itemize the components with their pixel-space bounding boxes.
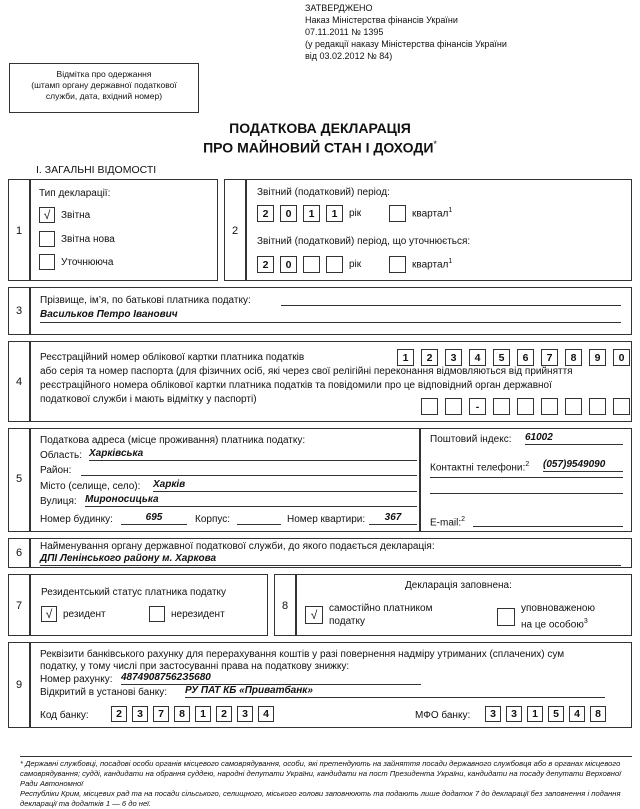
approval-line: від 03.02.2012 № 84) [305, 51, 393, 61]
stamp-line: (штамп органу державної податкової [31, 80, 177, 90]
underline [430, 493, 623, 494]
option-clarifying[interactable] [39, 254, 113, 270]
tax-id-digit[interactable]: 9 [589, 349, 606, 366]
bank-details-label: Реквізити банківського рахунку для перерахування коштів у разі повернення надміру утриманих (сплачених) сум [40, 649, 565, 660]
approval-line: 07.11.2011 № 1395 [305, 27, 384, 37]
taxpayer-id-cell [30, 341, 632, 422]
footnote-ref: 2 [461, 516, 466, 523]
bank-code-digit[interactable]: 3 [132, 706, 148, 722]
bank-code-digit[interactable]: 2 [111, 706, 127, 722]
row-1-number-cell [8, 179, 30, 281]
year-digit[interactable]: 0 [280, 205, 297, 222]
option-reporting[interactable] [39, 207, 90, 223]
quarter-label [412, 258, 452, 270]
filled-by-label: Декларація заповнена: [405, 580, 512, 591]
postal-field[interactable]: 61002 [525, 432, 623, 445]
option-label: Звітна [61, 209, 91, 221]
street-field[interactable]: Мироносицька [85, 494, 417, 507]
tax-id-digit[interactable]: 4 [469, 349, 486, 366]
tax-office-label: Найменування органу державної податкової служби, до якого подається декларація: [40, 541, 435, 552]
bank-code-digit[interactable]: 4 [258, 706, 274, 722]
section-title: І. ЗАГАЛЬНІ ВІДОМОСТІ [36, 164, 157, 176]
row-number: 8 [282, 600, 289, 612]
checkbox-reporting[interactable]: √ [39, 207, 55, 223]
year-digit[interactable]: 2 [257, 256, 274, 273]
title-line-text: ПРО МАЙНОВИЙ СТАН І ДОХОДИ [203, 139, 434, 156]
clarified-period-label: Звітний (податковий) період, що уточнюється: [257, 236, 471, 247]
passport-digit[interactable] [589, 398, 606, 415]
tax-id-label-line: реєстраційного номера облікової картки платника податків та повідомили про це відповідний орган державної [40, 380, 552, 391]
mfo-digit[interactable]: 8 [590, 706, 606, 722]
mfo-digit[interactable]: 4 [569, 706, 585, 722]
tax-id-label: Реєстраційний номер облікової картки платника податків [40, 352, 305, 363]
checkbox-new-reporting[interactable] [39, 231, 55, 247]
phone-field[interactable]: (057)9549090 [543, 459, 623, 472]
apartment-field[interactable]: 367 [369, 512, 417, 525]
row-7-number-cell [8, 574, 30, 636]
passport-digit[interactable] [517, 398, 534, 415]
option-label: резидент [63, 608, 106, 620]
bank-code-digit[interactable]: 7 [153, 706, 169, 722]
footnote-ref: 1 [448, 207, 453, 215]
checkbox-authorized[interactable] [497, 608, 515, 626]
passport-digit[interactable] [445, 398, 462, 415]
account-label: Номер рахунку: [40, 674, 113, 685]
footnote-ref: 2 [525, 461, 530, 468]
passport-dash: - [469, 398, 486, 415]
taxpayer-name-field[interactable]: Васильков Петро Іванович [40, 309, 621, 323]
region-label: Область: [40, 450, 83, 461]
passport-digit[interactable] [541, 398, 558, 415]
row-number: 6 [16, 547, 23, 559]
district-field[interactable] [81, 463, 417, 476]
year-digit[interactable]: 1 [326, 205, 343, 222]
quarter-box[interactable] [389, 256, 406, 273]
option-label-line: на це особою [521, 619, 584, 631]
year-digit[interactable]: 2 [257, 205, 274, 222]
year2-field[interactable] [257, 256, 361, 273]
row-6-number-cell [8, 538, 30, 568]
bank-code-digit[interactable]: 1 [195, 706, 211, 722]
option-resident[interactable] [41, 606, 106, 622]
quarter-label [412, 207, 452, 219]
bank-code-digit[interactable]: 8 [174, 706, 190, 722]
option-authorized[interactable] [497, 602, 595, 631]
title-line [0, 136, 640, 156]
quarter-box[interactable] [389, 205, 406, 222]
option-self[interactable] [305, 602, 432, 628]
year-digit[interactable] [326, 256, 343, 273]
bank-code-digit[interactable]: 2 [216, 706, 232, 722]
declaration-type-label: Тип декларації: [39, 188, 111, 199]
year-word: рік [349, 208, 362, 219]
underline [430, 477, 623, 478]
approval-block [305, 2, 507, 62]
passport-digit[interactable] [613, 398, 630, 415]
filled-by-cell [296, 574, 632, 636]
tax-id-digit[interactable]: 5 [493, 349, 510, 366]
quarter-text: квартал [412, 259, 449, 271]
district-label: Район: [40, 465, 72, 476]
tax-id-digit[interactable]: 8 [565, 349, 582, 366]
year-digit[interactable] [303, 256, 320, 273]
reporting-period-cell [246, 179, 632, 281]
checkbox-nonresident[interactable] [149, 606, 165, 622]
stamp-line: служби, дата, вхідний номер) [45, 91, 163, 101]
bank-details-label-line: податку, у тому числі при застосуванні права на податкову знижку: [40, 661, 350, 672]
footnote [20, 759, 632, 809]
quarter-field[interactable] [389, 205, 452, 222]
checkbox-resident[interactable]: √ [41, 606, 57, 622]
option-label [329, 602, 432, 628]
tax-id-digit[interactable]: 3 [445, 349, 462, 366]
bank-label: Відкритий в установі банку: [40, 687, 168, 698]
tax-id-digit[interactable]: 1 [397, 349, 414, 366]
bank-details-cell [30, 642, 632, 728]
footnote-line: Республіки Крим, місцевих рад та на посади сільського, селищного, міського голови заповнюють та подають лише додаток 7 до декларації без заповнення і подання [20, 789, 621, 798]
year-field[interactable] [257, 205, 361, 222]
region-field[interactable]: Харківська [89, 448, 417, 461]
row-number: 1 [16, 225, 23, 237]
row-4-number-cell [8, 341, 30, 422]
quarter-text: квартал [412, 208, 449, 220]
email-label-text: E-mail: [430, 517, 462, 529]
passport-digit[interactable] [565, 398, 582, 415]
approval-line: (у редакції наказу Міністерства фінансів України [305, 39, 507, 49]
address-label: Податкова адреса (місце проживання) платника податку: [40, 435, 306, 446]
reporting-period-label: Звітний (податковий) період: [257, 187, 390, 198]
city-label: Місто (селище, село): [40, 481, 141, 492]
tax-id-label-line: або серія та номер паспорта (для фізичних осіб, які через свої релігійні переконання відмовляються від прийняття [40, 366, 573, 377]
house-label: Номер будинку: [40, 514, 113, 525]
year-digit[interactable]: 1 [303, 205, 320, 222]
tax-id-label-line: податкової служби і мають відмітку у паспорті) [40, 394, 257, 405]
taxpayer-name-label: Прізвище, ім’я, по батькові платника податку: [40, 295, 251, 306]
tax-id-digits[interactable] [397, 349, 630, 366]
passport-digit[interactable] [421, 398, 438, 415]
korpus-label: Корпус: [195, 514, 231, 525]
resident-status-cell [30, 574, 268, 636]
passport-digit[interactable] [493, 398, 510, 415]
tax-office-cell [30, 538, 632, 568]
korpus-field[interactable] [237, 512, 281, 525]
tax-id-digit[interactable]: 0 [613, 349, 630, 366]
footnote-divider [20, 756, 632, 757]
email-label [430, 516, 465, 528]
checkbox-self[interactable]: √ [305, 606, 323, 624]
option-new-reporting[interactable] [39, 231, 115, 247]
footnote-ref: 1 [448, 258, 453, 266]
bank-code-digits[interactable] [111, 706, 279, 722]
city-field[interactable]: Харків [153, 479, 417, 492]
street-label: Вулиця: [40, 496, 77, 507]
option-label-line: уповноваженою [521, 603, 595, 614]
stamp-line: Відмітка про одержання [56, 69, 152, 79]
mfo-digit[interactable]: 3 [485, 706, 501, 722]
taxpayer-name-cell [30, 287, 632, 335]
mfo-digit[interactable]: 5 [548, 706, 564, 722]
bank-field[interactable]: РУ ПАТ КБ «Приватбанк» [185, 685, 605, 698]
tax-id-digit[interactable]: 6 [517, 349, 534, 366]
receipt-stamp-box [9, 63, 199, 113]
email-field[interactable] [473, 514, 623, 527]
row-3-number-cell [8, 287, 30, 335]
quarter2-field[interactable] [389, 256, 452, 273]
passport-digits[interactable] [421, 398, 630, 415]
account-field[interactable]: 48749087562З5680 [121, 672, 421, 685]
contact-cell [420, 428, 632, 532]
approval-line: Наказ Міністерства фінансів України [305, 15, 458, 25]
approval-title: ЗАТВЕРДЖЕНО [305, 3, 373, 13]
mfo-label: МФО банку: [415, 710, 471, 721]
house-field[interactable]: 695 [121, 512, 187, 525]
footnote-ref: 3 [583, 618, 588, 625]
phone-label [430, 461, 529, 473]
mfo-digit[interactable]: 3 [506, 706, 522, 722]
row-9-number-cell [8, 642, 30, 728]
postal-label: Поштовий індекс: [430, 434, 512, 445]
footnote-line: * Державні службовці, посадові особи органів місцевого самоврядування, особи, які претендують на зайняття посади державного службовця або в органах місцевого [20, 759, 621, 768]
footnote-line: самоврядування; судді, кандидати на обрання суддею, народні депутати України, кандидати на пост Президента України, кандидати на посаду депутати Верховної Ради Автономної [20, 769, 621, 788]
option-label: Звітна нова [61, 233, 115, 245]
title-asterisk: * [433, 139, 437, 149]
row-number: 5 [16, 473, 23, 485]
option-label: нерезидент [171, 608, 225, 620]
option-label-line: самостійно платником [329, 603, 433, 614]
option-nonresident[interactable] [149, 606, 225, 622]
title-line: ПОДАТКОВА ДЕКЛАРАЦІЯ [229, 120, 411, 136]
year-word: рік [349, 259, 362, 270]
bank-code-digit[interactable]: 3 [237, 706, 253, 722]
tax-office-field[interactable]: ДПІ Ленінського району м. Харкова [40, 553, 621, 566]
tax-id-digit[interactable]: 7 [541, 349, 558, 366]
row-number: 4 [16, 376, 23, 388]
footnote-line: декларації та додатків 1 — 6 до неї. [20, 799, 151, 808]
apartment-label: Номер квартири: [287, 514, 366, 525]
address-cell [30, 428, 420, 532]
page-title [0, 120, 640, 156]
phone-label-text: Контактні телефони: [430, 462, 526, 474]
option-label [521, 602, 595, 631]
option-label: Уточнююча [61, 256, 114, 268]
row-5-number-cell [8, 428, 30, 532]
year-digit[interactable]: 0 [280, 256, 297, 273]
row-number: 2 [232, 225, 239, 237]
row-number: 3 [16, 305, 23, 317]
row-8-number-cell [274, 574, 296, 636]
declaration-type-cell [30, 179, 218, 281]
resident-status-label: Резидентський статус платника податку [41, 587, 227, 598]
mfo-digits[interactable] [485, 706, 606, 722]
mfo-digit[interactable]: 1 [527, 706, 543, 722]
underline [281, 305, 621, 306]
row-2-number-cell [224, 179, 246, 281]
row-number: 9 [16, 679, 23, 691]
checkbox-clarifying[interactable] [39, 254, 55, 270]
bank-code-label: Код банку: [40, 710, 89, 721]
row-number: 7 [16, 600, 23, 612]
option-label-line: податку [329, 616, 366, 627]
tax-id-digit[interactable]: 2 [421, 349, 438, 366]
